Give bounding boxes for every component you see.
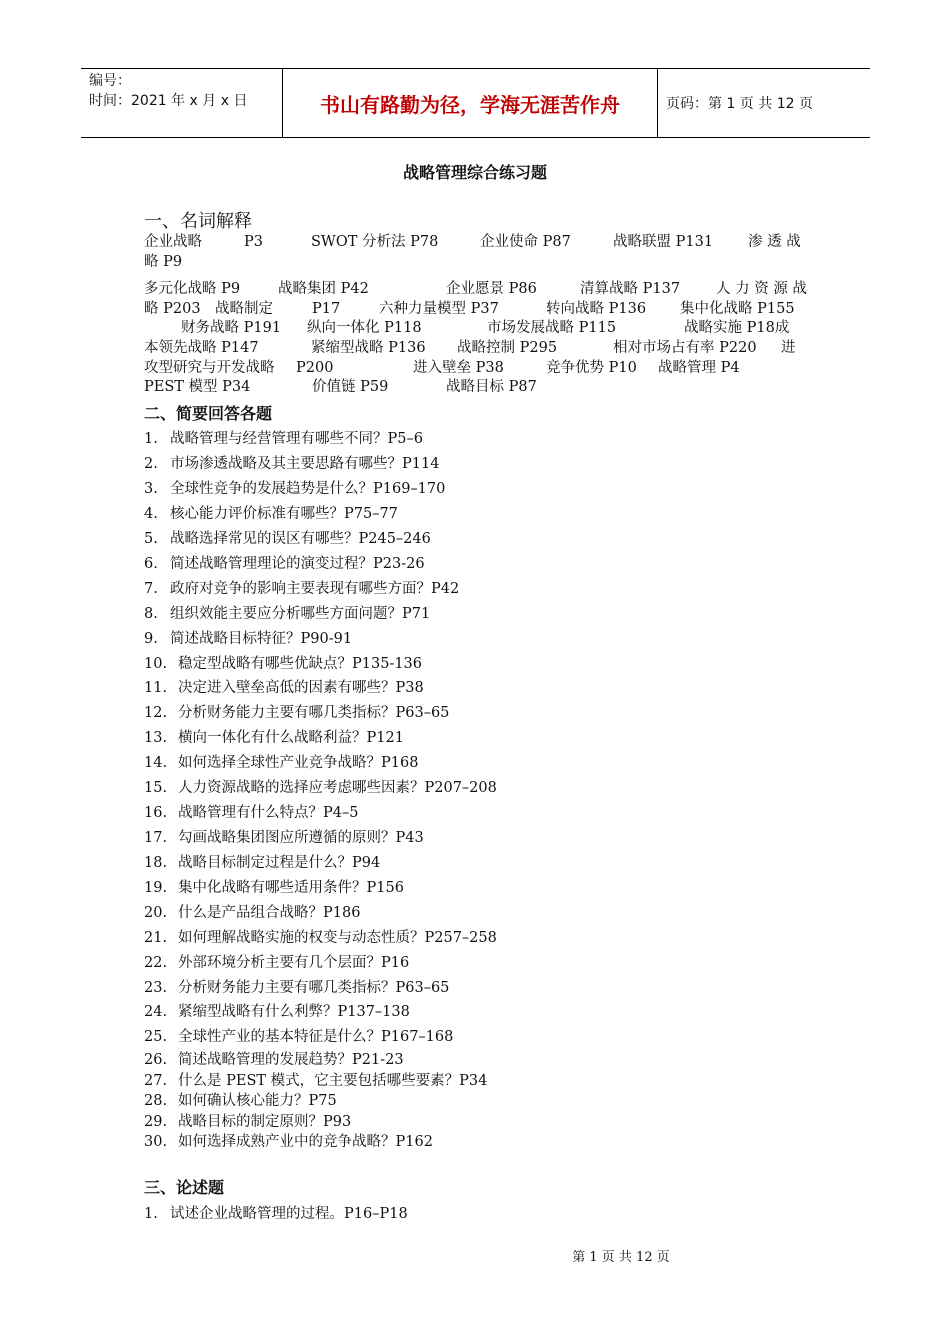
question-item: [144, 876, 404, 897]
term: 本领先战略 P147: [144, 339, 259, 356]
doc-time-label: 时间：2021 年 x 月 x 日: [89, 93, 248, 109]
question-number: 20.: [144, 905, 168, 921]
page-footer: 第 1 页 共 12 页: [572, 1250, 670, 1265]
question-item: [144, 627, 352, 648]
question-text: 横向一体化有什么战略利益？P121: [178, 730, 404, 746]
question-text: 全球性产业的基本特征是什么？P167–168: [178, 1029, 454, 1045]
question-text: 如何理解战略实施的权变与动态性质？P257–258: [178, 930, 497, 946]
question-item: [144, 552, 425, 573]
question-number: 30.: [144, 1134, 168, 1150]
question-text: 人力资源战略的选择应考虑哪些因素？P207–208: [178, 780, 497, 796]
question-item: [144, 477, 445, 498]
question-number: 29.: [144, 1114, 168, 1130]
question-item: [144, 1130, 433, 1151]
term: 企业使命 P87: [480, 234, 571, 250]
question-text: 战略目标制定过程是什么？P94: [178, 855, 381, 871]
question-item: [144, 1048, 404, 1069]
question-number: 10.: [144, 656, 168, 672]
question-item: [144, 1000, 410, 1021]
document-header: [81, 68, 870, 138]
term: 攻型研究与开发战略: [144, 359, 275, 376]
question-text: 战略选择常见的误区有哪些？P245–246: [170, 531, 431, 547]
question-text: 分析财务能力主要有哪几类指标？P63–65: [178, 705, 450, 721]
question-text: 全球性竞争的发展趋势是什么？P169–170: [170, 481, 446, 497]
header-motto: 书山有路勤为径，学海无涯苦作舟: [283, 69, 658, 137]
question-item: [144, 1069, 487, 1090]
question-text: 政府对竞争的影响主要表现有哪些方面？P42: [170, 581, 460, 597]
term: 多元化战略 P9: [144, 281, 241, 298]
question-text: 简述战略目标特征？P90-91: [170, 631, 353, 647]
term: 略 P203: [144, 300, 201, 317]
terms-row: [144, 339, 809, 359]
question-item: [144, 1110, 351, 1131]
question-text: 核心能力评价标准有哪些？P75–77: [170, 506, 398, 522]
terms-row: [144, 253, 809, 273]
question-text: 简述战略管理的发展趋势？P21-23: [178, 1052, 404, 1068]
question-item: [144, 676, 424, 697]
question-number: 22.: [144, 955, 168, 971]
term: 战略实施 P18成: [684, 320, 790, 337]
question-item: [144, 1025, 453, 1046]
question-text: 如何确认核心能力？P75: [178, 1093, 337, 1109]
question-number: 18.: [144, 855, 168, 871]
question-item: [144, 726, 404, 747]
term: 纵向一体化 P118: [307, 320, 422, 337]
question-number: 4.: [144, 506, 158, 522]
term: 战略联盟 P131: [613, 234, 714, 250]
question-number: 27.: [144, 1073, 168, 1089]
question-number: 28.: [144, 1093, 168, 1109]
term: 战略管理 P4: [658, 359, 740, 376]
question-item: [144, 602, 430, 623]
question-item: [144, 851, 380, 872]
question-item: [144, 751, 418, 772]
term: 竞争优势 P10: [546, 359, 637, 376]
question-number: 23.: [144, 980, 168, 996]
question-number: 3.: [144, 481, 158, 497]
essay-question-item: [144, 1202, 408, 1223]
section1-heading: 一、名词解释: [144, 211, 252, 232]
question-text: 什么是产品组合战略？P186: [178, 905, 361, 921]
terms-row: [144, 359, 809, 379]
question-item: [144, 701, 449, 722]
question-text: 试述企业战略管理的过程。P16–P18: [170, 1206, 408, 1222]
question-item: [144, 577, 459, 598]
question-text: 集中化战略有哪些适用条件？P156: [178, 880, 404, 896]
term: 人 力 资 源 战: [716, 281, 807, 298]
question-number: 16.: [144, 805, 168, 821]
question-text: 分析财务能力主要有哪几类指标？P63–65: [178, 980, 450, 996]
terms-row: [144, 378, 809, 398]
terms-row: [144, 233, 809, 253]
question-number: 2.: [144, 456, 158, 472]
term: 战略制定: [215, 300, 273, 317]
terms-row: [144, 280, 809, 300]
term: 清算战略 P137: [580, 281, 681, 298]
term: 进入壁垒 P38: [413, 359, 504, 376]
question-number: 9.: [144, 631, 158, 647]
question-text: 什么是 PEST 模式，它主要包括哪些要素？P34: [178, 1073, 488, 1089]
question-number: 1.: [144, 1206, 158, 1222]
question-text: 战略管理与经营管理有哪些不同？P5–6: [170, 431, 423, 447]
term: 相对市场占有率 P220: [613, 339, 757, 356]
question-item: [144, 527, 431, 548]
term: 集中化战略 P155: [680, 300, 795, 317]
question-item: [144, 1089, 337, 1110]
question-number: 1.: [144, 431, 158, 447]
question-text: 稳定型战略有哪些优缺点？P135-136: [178, 656, 423, 672]
question-item: [144, 452, 439, 473]
page-title: 战略管理综合练习题: [402, 163, 547, 182]
term: P17: [312, 300, 341, 317]
question-number: 25.: [144, 1029, 168, 1045]
term: 战略集团 P42: [278, 281, 369, 298]
term: 企业战略: [144, 234, 202, 250]
question-item: [144, 951, 409, 972]
question-item: [144, 976, 449, 997]
question-text: 战略目标的制定原则？P93: [178, 1114, 352, 1130]
question-text: 决定进入壁垒高低的因素有哪些？P38: [178, 680, 424, 696]
term: P200: [296, 359, 334, 376]
question-item: [144, 502, 398, 523]
question-number: 24.: [144, 1004, 168, 1020]
question-number: 26.: [144, 1052, 168, 1068]
question-item: [144, 826, 424, 847]
term: 市场发展战略 P115: [487, 320, 617, 337]
question-text: 外部环境分析主要有几个层面？P16: [178, 955, 410, 971]
question-item: [144, 901, 360, 922]
question-text: 市场渗透战略及其主要思路有哪些？P114: [170, 456, 440, 472]
term: 企业愿景 P86: [446, 281, 537, 298]
question-text: 如何选择成熟产业中的竞争战略？P162: [178, 1134, 433, 1150]
question-number: 12.: [144, 705, 168, 721]
term: SWOT 分析法 P78: [311, 234, 439, 250]
header-page-label: 页码：第 1 页 共 12 页: [666, 96, 813, 112]
question-text: 简述战略管理理论的演变过程？P23-26: [170, 556, 425, 572]
terms-row: [144, 319, 809, 339]
question-item: [144, 427, 423, 448]
terms-list: [144, 233, 809, 398]
term: PEST 模型 P34: [144, 379, 251, 396]
question-text: 勾画战略集团图应所遵循的原则？P43: [178, 830, 424, 846]
question-number: 14.: [144, 755, 168, 771]
term: 转向战略 P136: [546, 300, 647, 317]
question-number: 11.: [144, 680, 168, 696]
header-meta: [81, 69, 283, 137]
question-item: [144, 652, 422, 673]
question-number: 7.: [144, 581, 158, 597]
question-text: 如何选择全球性产业竞争战略？P168: [178, 755, 419, 771]
term: 战略目标 P87: [446, 379, 537, 396]
question-item: [144, 801, 358, 822]
term: 财务战略 P191: [181, 320, 282, 337]
question-number: 8.: [144, 606, 158, 622]
question-text: 战略管理有什么特点？P4–5: [178, 805, 359, 821]
term: 价值链 P59: [312, 379, 389, 396]
term: 战略控制 P295: [457, 339, 558, 356]
question-number: 19.: [144, 880, 168, 896]
term: 紧缩型战略 P136: [311, 339, 426, 356]
question-text: 紧缩型战略有什么利弊？P137–138: [178, 1004, 410, 1020]
question-number: 15.: [144, 780, 168, 796]
section2-heading: 二、简要回答各题: [144, 404, 273, 423]
question-number: 5.: [144, 531, 158, 547]
question-item: [144, 926, 497, 947]
terms-row: [144, 300, 809, 320]
term: 进: [781, 339, 796, 356]
question-number: 17.: [144, 830, 168, 846]
question-number: 6.: [144, 556, 158, 572]
doc-number-label: 编号：: [89, 73, 131, 89]
question-number: 13.: [144, 730, 168, 746]
section3-heading: 三、论述题: [144, 1178, 225, 1197]
question-item: [144, 776, 497, 797]
term: P3: [244, 234, 263, 250]
question-number: 21.: [144, 930, 168, 946]
question-text: 组织效能主要应分析哪些方面问题？P71: [170, 606, 431, 622]
term: 略 P9: [144, 253, 183, 270]
term: 渗 透 战: [748, 234, 801, 250]
term: 六种力量模型 P37: [379, 300, 499, 317]
